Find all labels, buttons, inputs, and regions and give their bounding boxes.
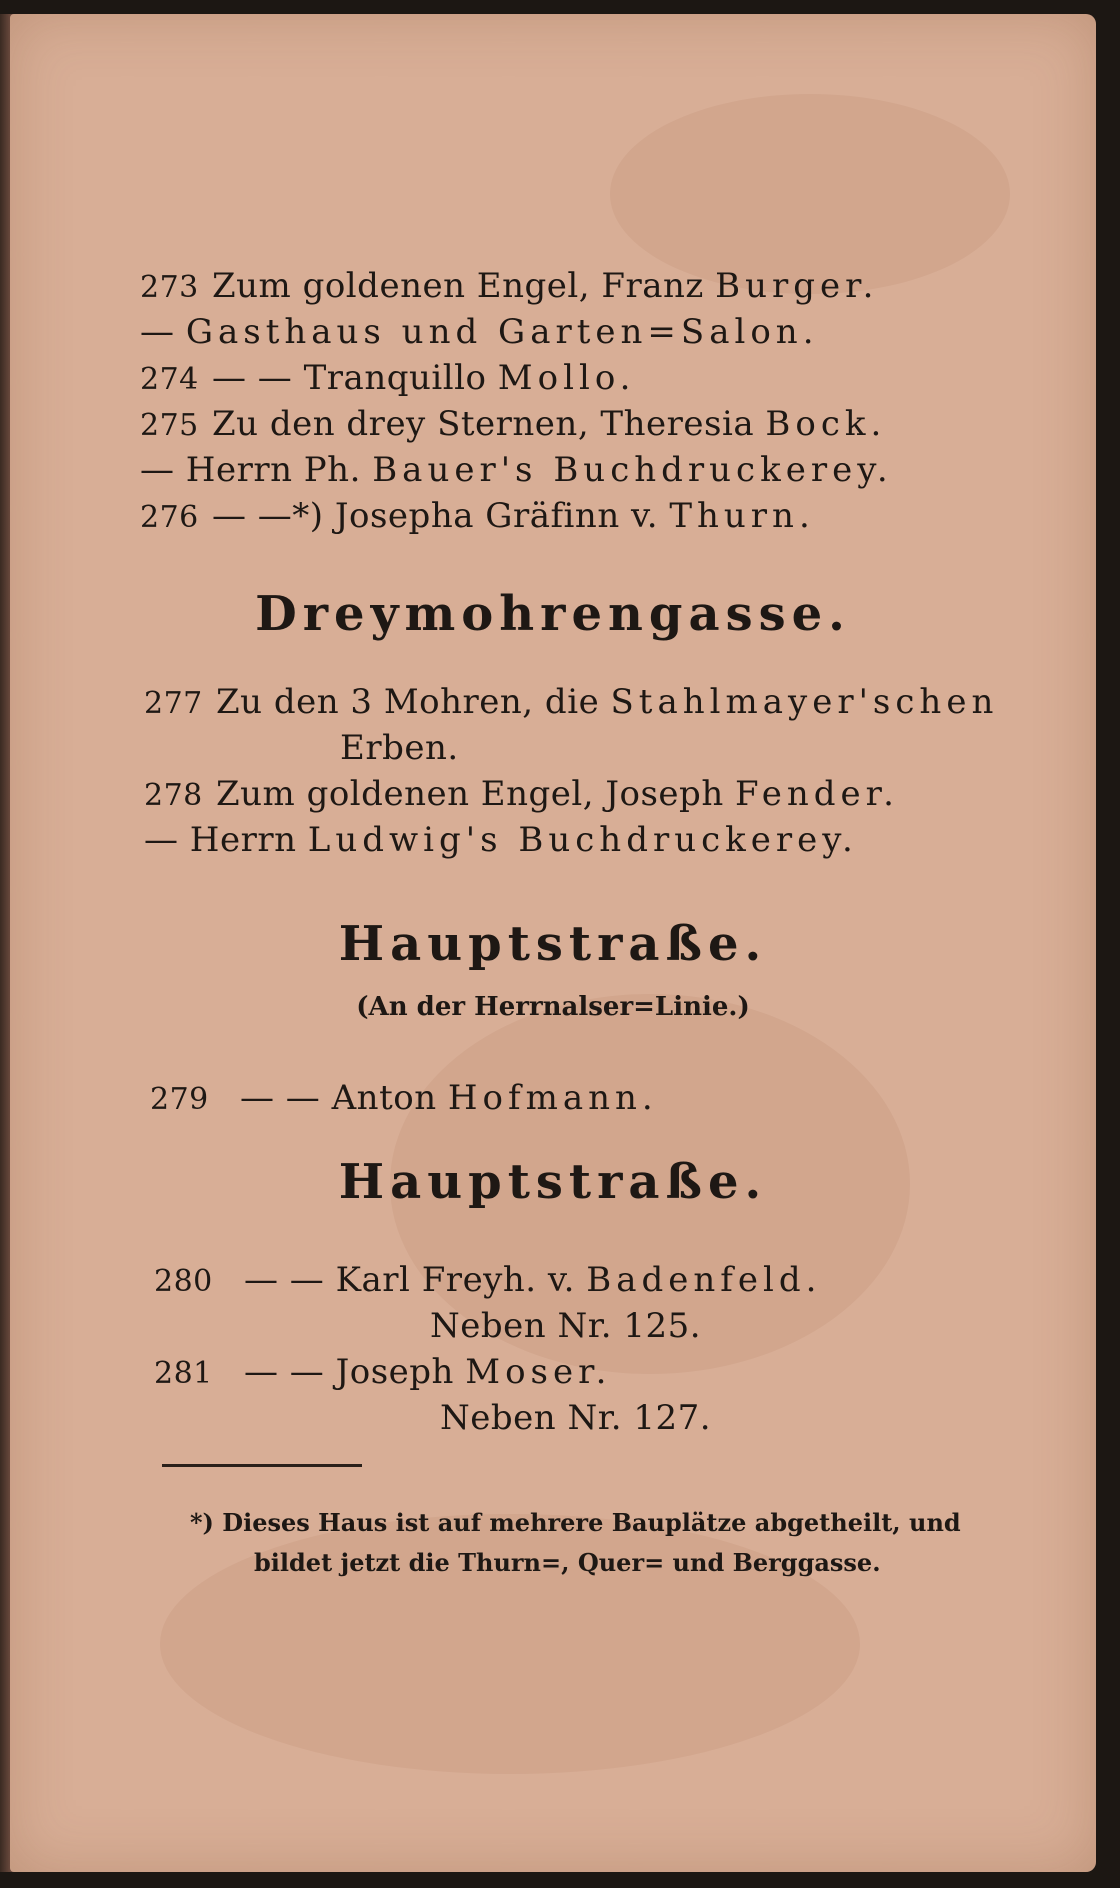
entry-number: 281: [154, 1356, 213, 1391]
entry-text: — — Joseph: [244, 1352, 466, 1392]
entry-text: — Herrn: [144, 820, 308, 860]
entry-text: Zu den drey Sternen, Theresia: [212, 404, 766, 444]
entry-line: [140, 496, 815, 536]
entry-number: 276: [140, 500, 199, 535]
entry-name: Badenfeld.: [586, 1260, 822, 1300]
entry-name: Burger.: [715, 266, 879, 306]
entry-line: [440, 1398, 711, 1438]
entry-line: [140, 266, 878, 306]
entry-number: 277: [144, 686, 203, 721]
entry-line: [144, 774, 899, 814]
entry-name: Moser.: [465, 1352, 612, 1392]
entry-name: Hofmann.: [447, 1078, 658, 1118]
entry-name: Fender.: [735, 774, 899, 814]
entry-number: 278: [144, 778, 203, 813]
entry-text: — — Tranquillo: [212, 358, 498, 398]
entry-text: Zum goldenen Engel, Joseph: [216, 774, 736, 814]
entry-text: Zu den 3 Mohren, die: [216, 682, 611, 722]
street-heading: Dreymohrengasse.: [255, 586, 851, 642]
entry-line: [340, 728, 459, 768]
entry-text: — Herrn Ph.: [140, 450, 373, 490]
entry-number: 275: [140, 408, 199, 443]
entry-text: — —*) Josepha Gräfinn v.: [212, 496, 670, 536]
street-heading: Hauptstraße.: [338, 1154, 768, 1210]
footnote-rule: [162, 1464, 362, 1467]
street-subheading: (An der Herrnalser=Linie.): [356, 992, 750, 1022]
page-text: [10, 14, 1096, 1872]
entry-name: Mollo.: [497, 358, 636, 398]
entry-name: Bauer's Buchdruckerey.: [372, 450, 893, 490]
entry-number: 273: [140, 270, 199, 305]
entry-name: Gasthaus und Garten=Salon.: [185, 312, 819, 352]
book-page: [10, 14, 1096, 1872]
entry-line: [140, 312, 819, 352]
entry-text: Neben Nr. 125.: [430, 1306, 702, 1346]
entry-number: 274: [140, 362, 199, 397]
entry-line: [154, 1352, 611, 1392]
entry-text: Erben.: [340, 728, 459, 768]
entry-line: [140, 404, 886, 444]
entry-text: Zum goldenen Engel, Franz: [212, 266, 716, 306]
street-heading: Hauptstraße.: [338, 916, 768, 972]
footnote-line: bildet jetzt die Thurn=, Quer= und Berggasse.: [254, 1548, 881, 1577]
entry-name: Ludwig's Buchdruckerey.: [307, 820, 858, 860]
entry-number: 279: [150, 1082, 209, 1117]
footnote-line: *) Dieses Haus ist auf mehrere Bauplätze abgetheilt, und: [190, 1508, 961, 1537]
entry-text: —: [140, 312, 186, 352]
entry-text: — — Anton: [240, 1078, 448, 1118]
entry-name: Thurn.: [669, 496, 815, 536]
entry-text: — — Karl Freyh. v.: [244, 1260, 587, 1300]
entry-text: Neben Nr. 127.: [440, 1398, 712, 1438]
entry-line: [144, 682, 998, 722]
entry-number: 280: [154, 1264, 213, 1299]
entry-line: [430, 1306, 701, 1346]
entry-name: Bock.: [765, 404, 887, 444]
entry-line: [140, 450, 893, 490]
entry-name: Stahlmayer'schen: [610, 682, 999, 722]
entry-line: [150, 1078, 658, 1118]
entry-line: [154, 1260, 821, 1300]
entry-line: [140, 358, 636, 398]
entry-line: [144, 820, 858, 860]
